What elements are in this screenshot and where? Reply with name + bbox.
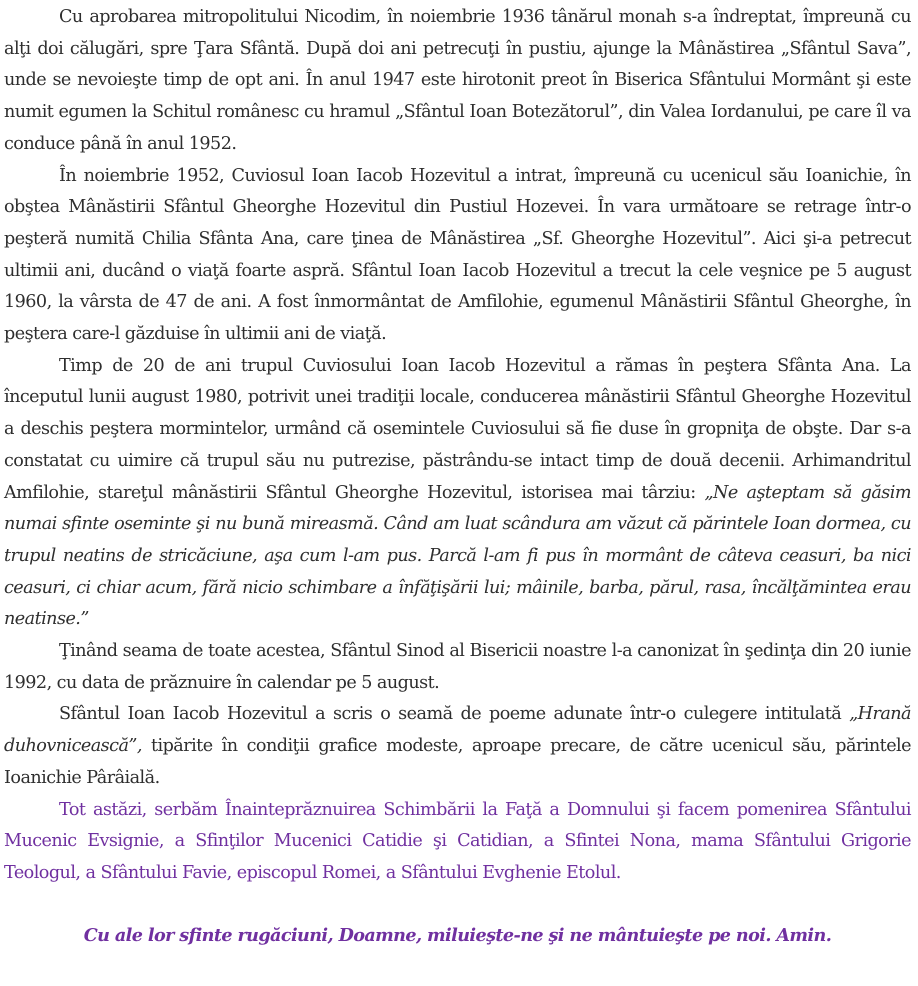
paragraph-text: Cu aprobarea mitropolitului Nicodim, în noiembrie 1936 tânărul monah s-a îndreptat, împreună cu alţi doi călugări, spre Ţara Sfântă. După doi ani petrecuţi în pustiu, ajunge la Mânăstirea „Sfântul Sava”, unde se nevoieşte timp de opt ani. În anul 1947 este hirotonit preot în Biserica Sfântului Mormânt şi este numit egumen la Schitul românesc cu hramul „Sfântul Ioan Botezătorul”, din Valea Iordanului, pe care îl va conduce până în anul 1952.: [4, 7, 911, 154]
paragraph-incorrupt-relics: [4, 351, 911, 636]
book-title: „Hrană duhovnicească”,: [4, 704, 911, 757]
paragraph-text: Ţinând seama de toate acestea, Sfântul Sinod al Bisericii noastre l-a canonizat în şedinţa din 20 iunie 1992, cu data de prăznuire în calendar pe 5 august.: [4, 641, 911, 693]
paragraph-poems: [4, 699, 911, 794]
paragraph-text-before: Sfântul Ioan Iacob Hozevitul a scris o seamă de poeme adunate într-o culegere intitulată: [59, 704, 850, 725]
closing-prayer: [4, 920, 911, 952]
paragraph-text: Timp de 20 de ani trupul Cuviosului Ioan Iacob Hozevitul a rămas în peştera Sfânta Ana. La începutul lunii august 1980, potrivit unei tradiţii locale, conducerea mânăstirii Sfântul Gheorghe Hozevitul a deschis peştera mormintelor, urmând că osemintele Cuviosului să fie duse în gropniţa de obşte. Dar s-a constatat cu uimire că trupul său nu putrezise, păstrându-se intact timp de două decenii. Arhimandritul Amfilohie, stareţul mânăstirii Sfântul Gheorghe Hozevitul, istorisea mai târziu:: [4, 355, 911, 503]
paragraph-journey-holy-land: [4, 2, 911, 161]
paragraph-other-commemorations: [4, 795, 911, 890]
paragraph-text-after: tipărite în condiţii grafice modeste, aproape precare, de către ucenicul său, părintele Ioanichie Pârâială.: [4, 736, 911, 788]
paragraph-hozeva-monastery: [4, 161, 911, 351]
amfilohie-quote: „Ne aşteptam să găsim numai sfinte oseminte şi nu bună mireasmă. Când am luat scândura am văzut că părintele Ioan dormea, cu trupul neatins de stricăciune, aşa cum l-am pus. Parcă l-am fi pus în mormânt de câteva ceasuri, ba nici ceasuri, ci chiar acum, fără nicio schimbare a înfăţişării lui; mâinile, barba, părul, rasa, încălţămintea erau neatinse.”: [4, 482, 911, 630]
closing-text: Cu ale lor sfinte rugăciuni, Doamne, miluieşte-ne şi ne mântuieşte pe noi. Amin.: [83, 924, 832, 946]
document-body: [4, 2, 911, 951]
paragraph-text: Tot astăzi, serbăm Înainteprăznuirea Schimbării la Faţă a Domnului şi facem pomenirea Sfântului Mucenic Evsignie, a Sfinţilor Mucenici Catidie şi Catidian, a Sfintei Nona, mama Sfântului Grigorie Teologul, a Sfântului Favie, episcopul Romei, a Sfântului Evghenie Etolul.: [4, 799, 911, 883]
paragraph-canonization: [4, 636, 911, 699]
paragraph-text: În noiembrie 1952, Cuviosul Ioan Iacob Hozevitul a intrat, împreună cu ucenicul său Ioanichie, în obştea Mânăstirii Sfântul Gheorghe Hozevitul din Pustiul Hozevei. În vara următoare se retrage într-o peşteră numită Chilia Sfânta Ana, care ţinea de Mânăstirea „Sf. Gheorghe Hozevitul”. Aici şi-a petrecut ultimii ani, ducând o viaţă foarte aspră. Sfântul Ioan Iacob Hozevitul a trecut la cele veşnice pe 5 august 1960, la vârsta de 47 de ani. A fost înmormântat de Amfilohie, egumenul Mânăstirii Sfântul Gheorghe, în peştera care-l găzduise în ultimii ani de viaţă.: [4, 165, 911, 345]
